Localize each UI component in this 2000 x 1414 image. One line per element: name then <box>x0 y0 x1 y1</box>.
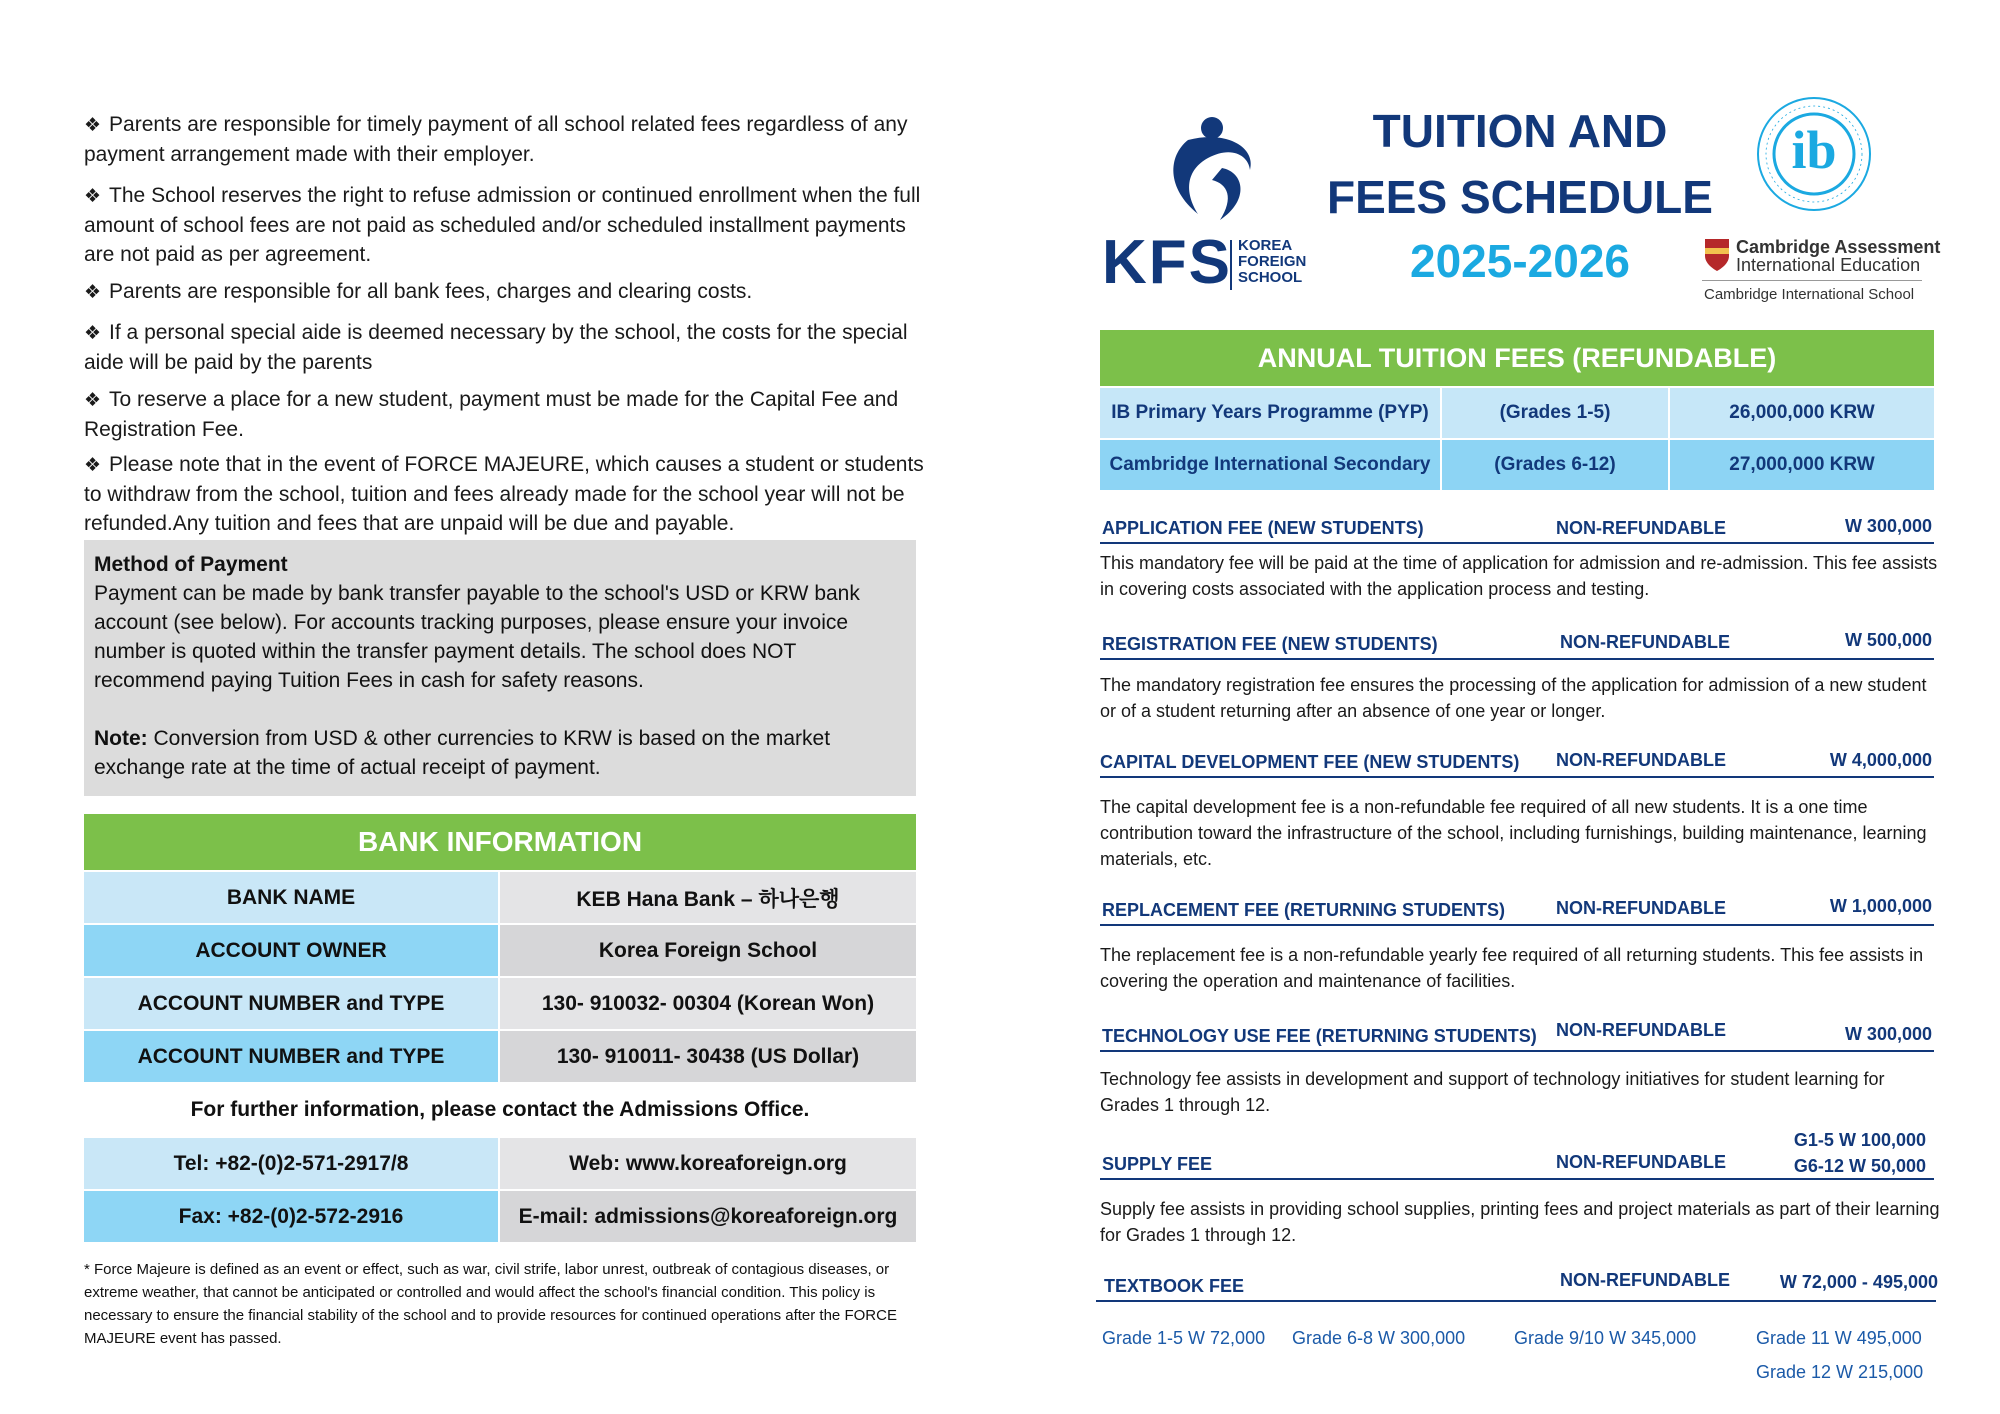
textbook-grade: Grade 11 W 495,000 <box>1756 1328 1922 1348</box>
contact-row <box>84 1191 916 1242</box>
contact-row <box>84 1138 916 1189</box>
kfs-logo-figure <box>1148 108 1268 228</box>
logo-divider <box>1230 240 1232 290</box>
diamond-bullet-icon: ❖ <box>84 455 102 476</box>
policy-bullet: ❖ Parents are responsible for all bank fees, charges and clearing costs. <box>84 280 753 303</box>
diamond-bullet-icon: ❖ <box>84 115 102 136</box>
fee-amount: G1-5 W 100,000 <box>1793 1130 1926 1150</box>
web-link[interactable]: Web: www.koreaforeign.org <box>500 1138 916 1189</box>
fee-divider <box>1100 1050 1934 1052</box>
bank-row-value: 130- 910011- 30438 (US Dollar) <box>500 1031 916 1082</box>
policy-bullet: ❖ Parents are responsible for timely payment of all school related fees regardless of any payment arrangement made with their employer. <box>84 113 908 166</box>
force-majeure-footnote: * Force Majeure is defined as an event or effect, such as war, civil strife, labor unrest, outbreak of contagious diseases, or extreme weather, that cannot be anticipated or controlled and would affect the school's financial condition. This policy is necessary to ensure the financial stability of the school and to provide resources for continued operations after the FORCE MAJEURE event has passed. <box>84 1261 897 1347</box>
fee-status: NON-REFUNDABLE <box>1556 1020 1726 1040</box>
tuition-grades: (Grades 1-5) <box>1442 388 1668 438</box>
policy-bullet: ❖ If a personal special aide is deemed necessary by the school, the costs for the special aide will be paid by the parents <box>84 321 908 374</box>
bank-row <box>84 872 916 923</box>
cambridge-line2: International Education <box>1736 255 1921 275</box>
bank-row <box>84 978 916 1029</box>
fee-status: NON-REFUNDABLE <box>1556 518 1726 538</box>
payment-heading: Method of Payment <box>94 553 288 576</box>
tuition-grades: (Grades 6-12) <box>1442 440 1668 490</box>
page-title-line2: FEES SCHEDULE <box>1327 171 1713 223</box>
kfs-logo-letters: KFS <box>1102 228 1232 297</box>
tuition-amount: 27,000,000 KRW <box>1670 440 1934 490</box>
textbook-grade: Grade 9/10 W 345,000 <box>1514 1328 1697 1348</box>
fee-amount: W 300,000 <box>1844 1024 1932 1044</box>
bank-row-label: ACCOUNT OWNER <box>84 925 498 976</box>
diamond-bullet-icon: ❖ <box>84 186 102 207</box>
cambridge-line1: Cambridge Assessment <box>1736 237 1941 257</box>
fee-description: The mandatory registration fee ensures the processing of the application for admission of a new student or of a student returning after an absence of one year or longer. <box>1100 675 1927 721</box>
fee-description: The replacement fee is a non-refundable yearly fee required of all returning students. This fee assists in covering the operation and maintenance of facilities. <box>1100 945 1924 991</box>
policy-bullet: ❖ To reserve a place for a new student, payment must be made for the Capital Fee and Registration Fee. <box>84 388 899 441</box>
fee-name: REPLACEMENT FEE (RETURNING STUDENTS) <box>1102 900 1506 920</box>
diamond-bullet-icon: ❖ <box>84 323 102 344</box>
cambridge-shield-icon <box>1704 238 1730 272</box>
bank-row <box>84 925 916 976</box>
fee-status: NON-REFUNDABLE <box>1560 632 1730 652</box>
fee-amount: W 300,000 <box>1844 516 1932 536</box>
school-year: 2025-2026 <box>1410 235 1630 287</box>
fee-divider <box>1096 1300 1936 1302</box>
textbook-grade: Grade 6-8 W 300,000 <box>1292 1328 1466 1348</box>
bank-row <box>84 1031 916 1082</box>
fee-divider <box>1100 776 1934 778</box>
fee-name: TECHNOLOGY USE FEE (RETURNING STUDENTS) <box>1102 1026 1537 1046</box>
bank-row-value: KEB Hana Bank – 하나은행 <box>500 872 916 923</box>
bank-row-value: 130- 910032- 00304 (Korean Won) <box>500 978 916 1029</box>
fee-divider <box>1100 924 1934 926</box>
payment-body: Payment can be made by bank transfer payable to the school's USD or KRW bank account (see below). For accounts tracking purposes, please ensure your invoice number is quoted within the transfer payment details. The school does NOT recommend paying Tuition Fees in cash for safety reasons. <box>94 582 860 692</box>
bank-row-label: ACCOUNT NUMBER and TYPE <box>84 1031 498 1082</box>
fee-name: REGISTRATION FEE (NEW STUDENTS) <box>1102 634 1438 654</box>
fee-name: SUPPLY FEE <box>1102 1154 1213 1174</box>
cambridge-divider <box>1702 280 1922 281</box>
payment-method-box <box>84 540 916 796</box>
fee-name: APPLICATION FEE (NEW STUDENTS) <box>1102 518 1424 538</box>
tuition-program: IB Primary Years Programme (PYP) <box>1100 388 1440 438</box>
kfs-logo-name: KOREA FOREIGN SCHOOL <box>1238 237 1307 286</box>
fee-amount-secondary: G6-12 W 50,000 <box>1793 1156 1926 1176</box>
bank-info-heading: BANK INFORMATION <box>84 814 916 870</box>
fee-amount: W 4,000,000 <box>1829 750 1932 770</box>
tuition-heading: ANNUAL TUITION FEES (REFUNDABLE) <box>1100 330 1934 386</box>
policy-bullet: ❖ Please note that in the event of FORCE MAJEURE, which causes a student or students to withdraw from the school, tuition and fees already made for the school year will not be refunded.Any tuition and fees that are unpaid will be due and payable. <box>84 453 924 535</box>
fee-description: Supply fee assists in providing school supplies, printing fees and project materials as part of their learning for Grades 1 through 12. <box>1100 1199 1940 1245</box>
fee-description: The capital development fee is a non-refundable fee required of all new students. It is a one time contribution toward the infrastructure of the school, including furnishings, building maintenance, learning materials, etc. <box>1100 797 1927 869</box>
fee-status: NON-REFUNDABLE <box>1560 1270 1730 1290</box>
tuition-amount: 26,000,000 KRW <box>1670 388 1934 438</box>
tel-cell: Tel: +82-(0)2-571-2917/8 <box>84 1138 498 1189</box>
bank-row-label: BANK NAME <box>84 872 498 923</box>
contact-note: For further information, please contact the Admissions Office. <box>190 1098 810 1121</box>
ib-logo: ib <box>1754 94 1874 214</box>
fee-description: This mandatory fee will be paid at the time of application for admission and re-admission. This fee assists in covering costs associated with the application process and testing. <box>1100 553 1938 599</box>
fee-amount: W 1,000,000 <box>1829 896 1932 916</box>
fee-status: NON-REFUNDABLE <box>1556 750 1726 770</box>
fee-status: NON-REFUNDABLE <box>1556 1152 1726 1172</box>
fee-divider <box>1100 658 1934 660</box>
tuition-program: Cambridge International Secondary <box>1100 440 1440 490</box>
tuition-row <box>1100 388 1934 438</box>
diamond-bullet-icon: ❖ <box>84 390 102 411</box>
fee-divider <box>1100 1178 1934 1180</box>
kfs-figure-icon <box>1148 108 1268 228</box>
fee-status: NON-REFUNDABLE <box>1556 898 1726 918</box>
cambridge-school: Cambridge International School <box>1704 286 1915 303</box>
tuition-row <box>1100 440 1934 490</box>
diamond-bullet-icon: ❖ <box>84 282 102 303</box>
payment-note: Note: Conversion from USD & other currencies to KRW is based on the market exchange rate at the time of actual receipt of payment. <box>94 727 831 779</box>
textbook-grade: Grade 12 W 215,000 <box>1756 1362 1924 1382</box>
fee-divider <box>1100 542 1934 544</box>
fee-amount: W 72,000 - 495,000 <box>1779 1272 1938 1292</box>
fee-amount: W 500,000 <box>1844 630 1932 650</box>
fee-description: Technology fee assists in development and support of technology initiatives for student learning for Grades 1 through 12. <box>1100 1069 1885 1115</box>
policy-bullet: ❖ The School reserves the right to refuse admission or continued enrollment when the full amount of school fees are not paid as scheduled and/or scheduled installment payments are not paid as per agreement. <box>84 184 921 266</box>
bank-row-label: ACCOUNT NUMBER and TYPE <box>84 978 498 1029</box>
fee-name: TEXTBOOK FEE <box>1104 1276 1245 1296</box>
fee-name: CAPITAL DEVELOPMENT FEE (NEW STUDENTS) <box>1100 752 1520 772</box>
bank-row-value: Korea Foreign School <box>500 925 916 976</box>
textbook-grade: Grade 1-5 W 72,000 <box>1102 1328 1266 1348</box>
email-link[interactable]: E-mail: admissions@koreaforeign.org <box>500 1191 916 1242</box>
page-title-line1: TUITION AND <box>1372 105 1668 157</box>
fax-cell: Fax: +82-(0)2-572-2916 <box>84 1191 498 1242</box>
